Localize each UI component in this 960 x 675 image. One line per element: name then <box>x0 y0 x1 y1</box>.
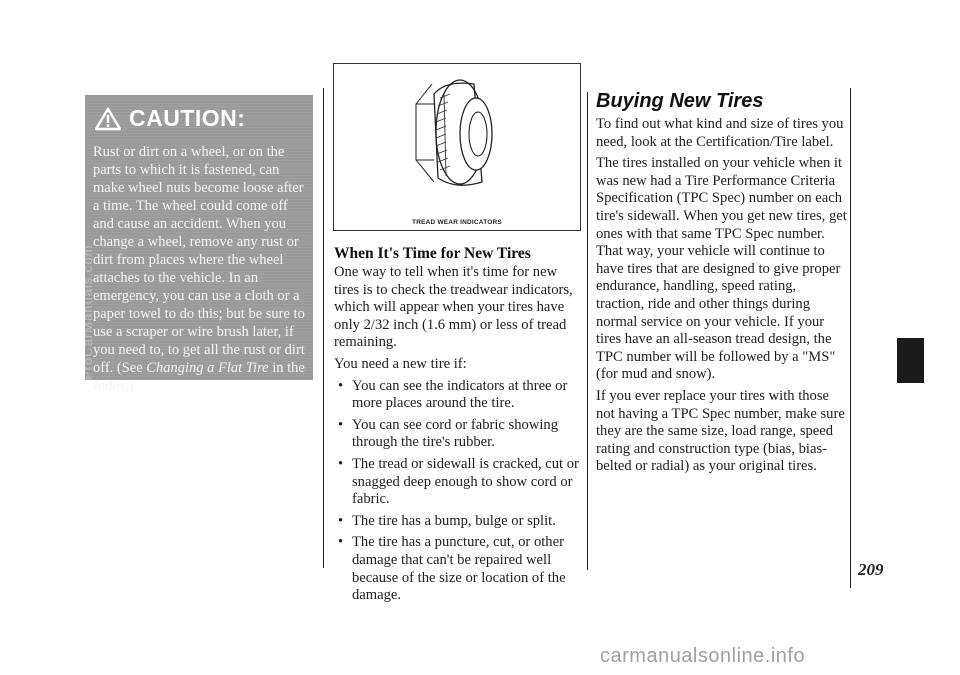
buying-paragraph: If you ever replace your tires with those not having a TPC Spec number, make sure they are the same size, load range, speed rating and construction type (bias, bias-belted or radial) as your original tires. <box>596 387 845 475</box>
column-divider-left <box>323 88 324 568</box>
buying-tires-body <box>596 116 848 480</box>
bullet-icon: • <box>338 534 344 551</box>
column-divider-right <box>850 88 851 588</box>
warning-triangle-icon <box>95 107 121 131</box>
section-heading-buying-tires: Buying New Tires <box>596 90 764 112</box>
section-heading-new-tires: When It's Time for New Tires <box>334 245 531 262</box>
bullet-icon: • <box>338 377 344 394</box>
tire-tread-wear-illustration <box>334 64 580 214</box>
list-item: • The tire has a bump, bulge or split. <box>338 512 556 529</box>
new-tire-conditions-list <box>334 378 584 605</box>
caution-text-end: .) <box>125 378 134 394</box>
bullet-icon: • <box>338 512 344 529</box>
list-item: • The tread or sidewall is cracked, cut or snagged deep enough to show cord or fabric. <box>338 455 579 508</box>
buying-paragraph: The tires installed on your vehicle when it was new had a Tire Performance Criteria Specification (TPC Spec) number on each tire's sidewall. When you get new tires, get ones with that same TPC Spec number. That way, your vehicle will continue to have tires that are designed to give proper endurance, handling, speed rating, traction, ride and other things during normal service on your vehicle. If your tires have an all-season tread design, the TPC number will be followed by a "MS" (for mud and snow). <box>596 155 847 383</box>
list-item: • You can see the indicators at three or more places around the tire. <box>338 377 568 412</box>
section-tab-marker <box>897 338 924 383</box>
list-item: • You can see cord or fabric showing through the tire's rubber. <box>338 416 559 451</box>
column-divider-middle <box>587 92 588 570</box>
bullet-icon: • <box>338 416 344 433</box>
bottom-watermark: carmanualsonline.info <box>600 645 806 667</box>
caution-box <box>85 95 313 394</box>
tire-figure <box>333 63 581 231</box>
new-tires-lead: You need a new tire if: <box>334 355 467 372</box>
side-watermark: ProCarManuals.com <box>80 244 95 380</box>
figure-caption: TREAD WEAR INDICATORS <box>412 219 502 226</box>
caution-text-mid: in the <box>272 360 305 376</box>
caution-body <box>93 143 307 395</box>
caution-index-reference: Index <box>93 378 126 394</box>
buying-paragraph: To find out what kind and size of tires you need, look at the Certification/Tire label. <box>596 116 844 150</box>
bullet-icon: • <box>338 455 344 472</box>
caution-heading <box>95 105 245 132</box>
new-tires-intro: One way to tell when it's time for new tires is to check the treadwear indicators, which will appear when your tires have only 2/32 inch (1.6 mm) or less of tread remaining. <box>334 264 573 351</box>
caution-text-main: Rust or dirt on a wheel, or on the parts to which it is fastened, can make wheel nuts become loose after a time. The wheel could come off and cause an accident. When you change a wheel, remove any rust or dirt from places where the wheel attaches to the vehicle. In an emergency, you can use a cloth or a paper towel to do this; but be sure to use a scraper or wire brush later, if you need to, to get all the rust or dirt off. (See <box>93 144 305 376</box>
caution-title: CAUTION: <box>129 105 246 131</box>
caution-reference-link: Changing a Flat Tire <box>146 360 269 376</box>
page-number: 209 <box>858 560 884 579</box>
new-tires-body <box>334 264 584 609</box>
list-item: • The tire has a puncture, cut, or other damage that can't be repaired well because of the size or location of the damage. <box>338 534 566 604</box>
